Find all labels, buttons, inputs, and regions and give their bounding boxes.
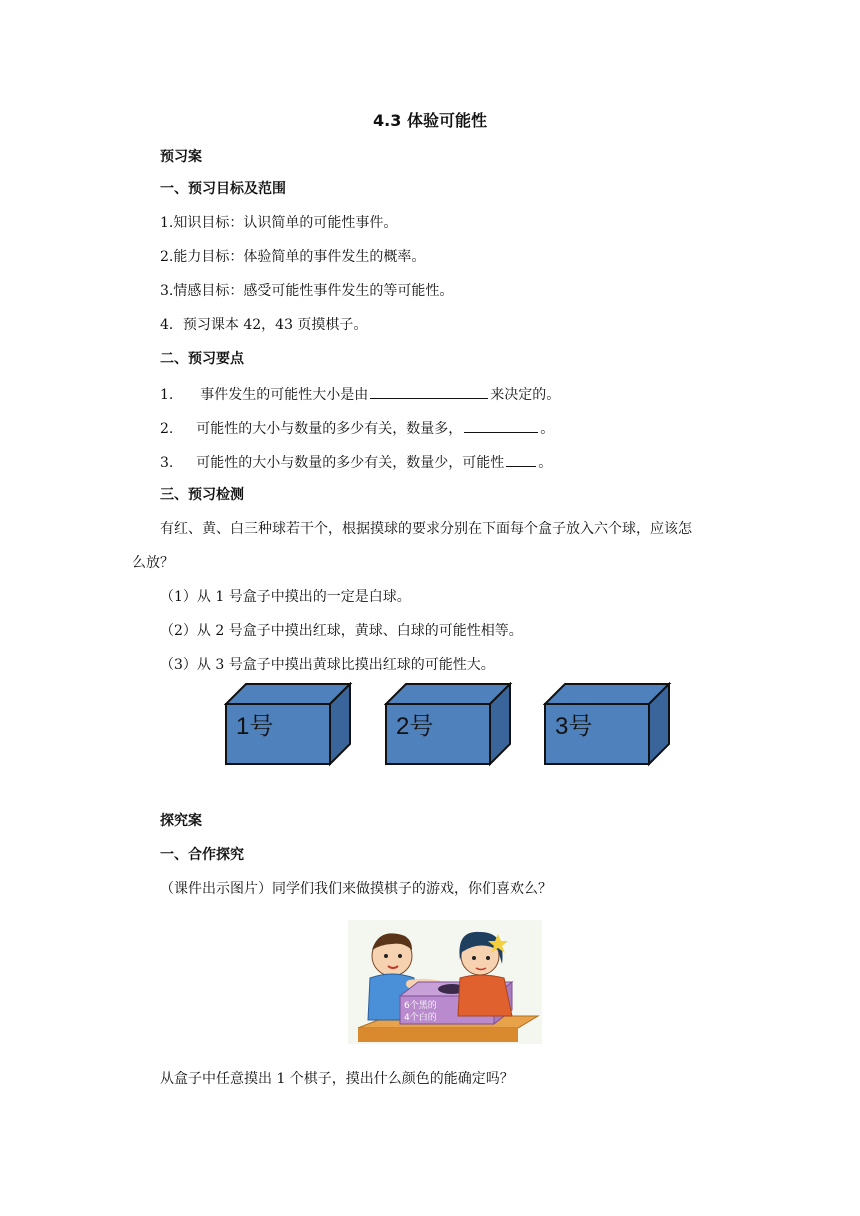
explore-intro: （课件出示图片）同学们我们来做摸棋子的游戏，你们喜欢么？ xyxy=(160,881,552,897)
goal-item-4: 4．预习课本 42，43 页摸棋子。 xyxy=(160,317,368,333)
check-intro-line-2: 么放？ xyxy=(132,555,174,571)
page-title: 4.3 体验可能性 xyxy=(373,111,487,130)
point-1-text-before: 事件发生的可能性大小是由 xyxy=(200,387,369,403)
check-question-3: （3）从 3 号盒子中摸出黄球比摸出红球的可能性大。 xyxy=(160,657,495,673)
goal-item-3: 3.情感目标：感受可能性事件发生的等可能性。 xyxy=(160,283,454,299)
explore-question: 从盒子中任意摸出 1 个棋子，摸出什么颜色的能确定吗？ xyxy=(160,1071,514,1087)
section2-heading: 二、预习要点 xyxy=(160,351,244,367)
explore-heading: 探究案 xyxy=(160,813,202,829)
point-2-number: 2. xyxy=(160,421,174,437)
check-question-2: （2）从 2 号盒子中摸出红球，黄球、白球的可能性相等。 xyxy=(160,623,523,639)
check-intro-line-1: 有红、黄、白三种球若干个，根据摸球的要求分别在下面每个盒子放入六个球，应该怎 xyxy=(160,521,692,537)
point-item-1 xyxy=(160,384,560,404)
box-text-line-1: 6个黑的 xyxy=(404,1001,437,1011)
box-1 xyxy=(224,682,354,768)
point-3-number: 3. xyxy=(160,455,174,471)
children-drawing-pieces-illustration xyxy=(348,920,542,1044)
goal-item-1: 1.知识目标：认识简单的可能性事件。 xyxy=(160,215,398,231)
box-text-line-2: 4个白的 xyxy=(404,1013,437,1023)
point-2-text-after: 。 xyxy=(540,421,555,437)
check-question-1: （1）从 1 号盒子中摸出的一定是白球。 xyxy=(160,589,411,605)
box-1-label: 1号 xyxy=(236,713,274,740)
explore-section1-heading: 一、合作探究 xyxy=(160,847,244,863)
point-1-text-after: 来决定的。 xyxy=(490,387,561,403)
fill-in-blank-2[interactable] xyxy=(464,418,538,433)
point-item-3 xyxy=(160,452,552,472)
box-2 xyxy=(384,682,514,768)
box-2-label: 2号 xyxy=(396,713,434,740)
point-item-2 xyxy=(160,418,554,438)
point-3-text-after: 。 xyxy=(538,455,553,471)
fill-in-blank-1[interactable] xyxy=(370,384,488,399)
box-3 xyxy=(543,682,673,768)
goal-item-2: 2.能力目标：体验简单的事件发生的概率。 xyxy=(160,249,426,265)
point-3-text-before: 可能性的大小与数量的多少有关，数量少，可能性 xyxy=(196,455,505,471)
box-3-label: 3号 xyxy=(555,713,593,740)
fill-in-blank-3[interactable] xyxy=(506,452,536,467)
section3-heading: 三、预习检测 xyxy=(160,487,244,503)
point-1-number: 1. xyxy=(160,387,174,403)
preview-heading: 预习案 xyxy=(160,149,202,165)
point-2-text-before: 可能性的大小与数量的多少有关，数量多， xyxy=(196,421,463,437)
section1-heading: 一、预习目标及范围 xyxy=(160,181,286,197)
